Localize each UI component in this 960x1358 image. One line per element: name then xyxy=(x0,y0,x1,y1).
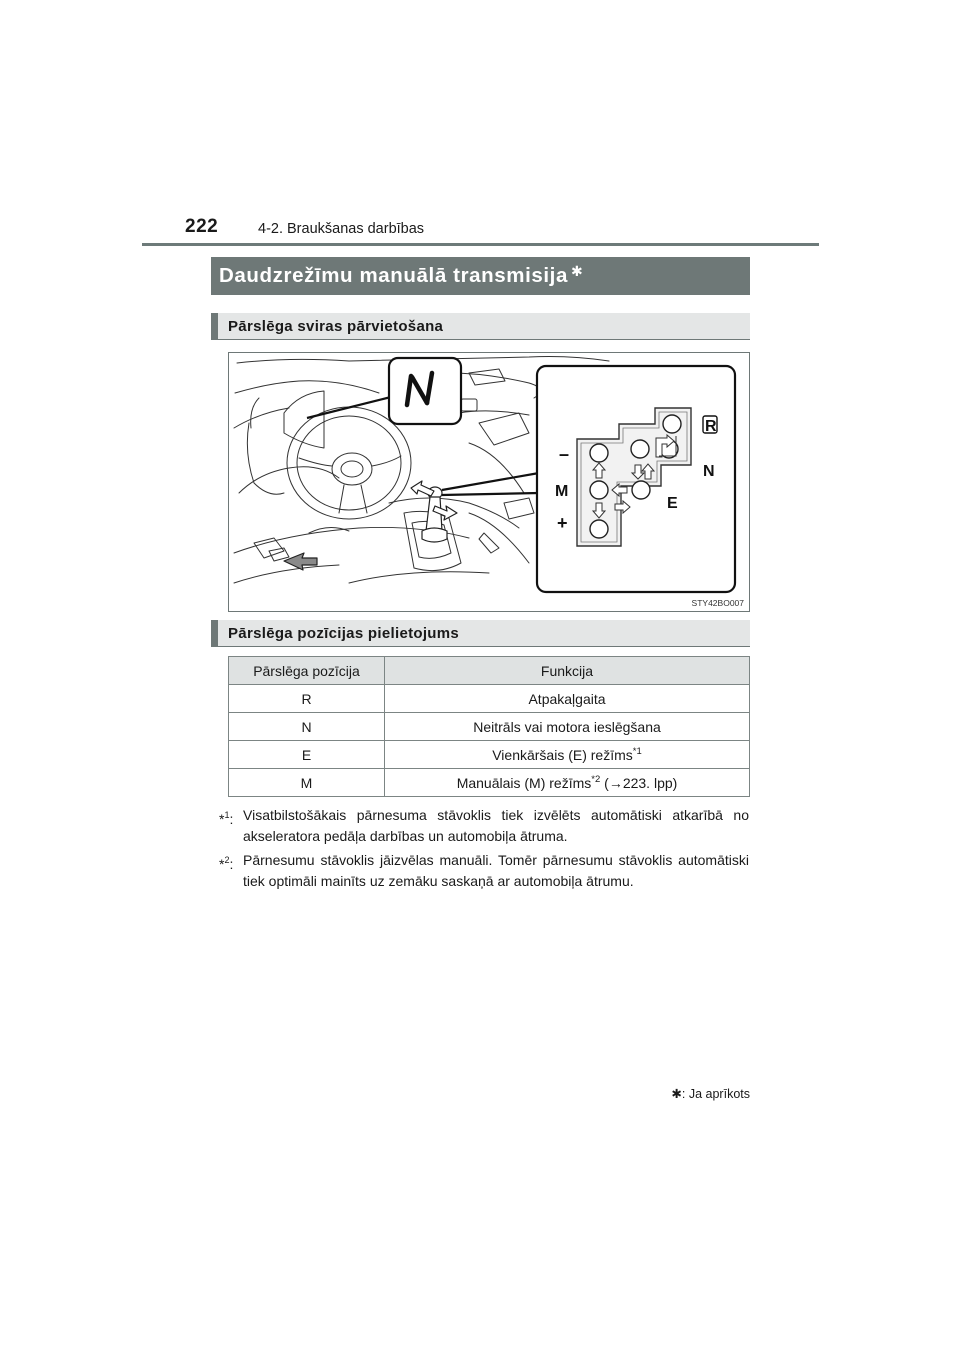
table-header-position: Pārslēga pozīcija xyxy=(229,657,385,685)
position-cell: M xyxy=(229,769,385,797)
note-2 xyxy=(219,850,749,892)
sub-heading-shift-positions: Pārslēga pozīcijas pielietojums xyxy=(211,620,750,647)
function-text: Manuālais (M) režīms xyxy=(456,775,592,791)
table-row xyxy=(229,685,750,713)
shift-lever-figure xyxy=(228,352,750,612)
main-section-banner xyxy=(211,257,750,295)
table-header-row xyxy=(229,657,750,685)
footnote-marker: *2 xyxy=(591,774,601,785)
gate-label-n: N xyxy=(703,463,715,480)
gate-label-e: E xyxy=(667,495,678,512)
note-1 xyxy=(219,805,749,847)
sub-heading-shift-lever: Pārslēga sviras pārvietošana xyxy=(211,313,750,340)
page-reference-link[interactable]: (→223. lpp) xyxy=(600,775,678,791)
footnote-marker: *1 xyxy=(632,746,642,757)
function-cell xyxy=(385,713,750,741)
gate-label-plus: + xyxy=(557,513,568,533)
position-cell: R xyxy=(229,685,385,713)
note-marker: *$^1$: xyxy=(219,810,234,827)
cockpit-illustration xyxy=(229,353,750,612)
position-cell: E xyxy=(229,741,385,769)
gate-label-r: R xyxy=(705,418,717,435)
figure-code: STY42BO007 xyxy=(691,598,744,608)
note-marker: *$^2$: xyxy=(219,855,234,872)
function-cell xyxy=(385,685,750,713)
table-header-function: Funkcija xyxy=(385,657,750,685)
header-rule xyxy=(142,243,819,246)
function-cell xyxy=(385,769,750,797)
function-cell xyxy=(385,741,750,769)
gate-label-minus: – xyxy=(559,444,570,464)
equipment-marker: ✱ xyxy=(570,263,583,279)
function-text: Vienkāršais (E) režīms xyxy=(492,747,633,763)
position-cell: N xyxy=(229,713,385,741)
function-text: Atpakaļgaita xyxy=(528,690,606,707)
function-text: Neitrāls vai motora ieslēgšana xyxy=(473,718,661,735)
table-row xyxy=(229,769,750,797)
note-text: Visatbilstošākais pārnesuma stāvoklis tiek izvēlēts automātiski atkarībā no akseleratora pedāļa darbības un automobiļa ātruma. xyxy=(243,807,749,844)
shift-position-table xyxy=(228,656,750,797)
table-row xyxy=(229,713,750,741)
gate-label-m: M xyxy=(555,483,569,500)
page-number: 222 xyxy=(185,216,219,237)
main-section-title: Daudzrežīmu manuālā transmisija xyxy=(219,264,568,287)
note-text: Pārnesumu stāvoklis jāizvēlas manuāli. Tomēr pārnesumu stāvoklis automātiski tiek optimāli mainīts uz zemāku saskaņā ar automobiļa ātrumu. xyxy=(243,852,749,889)
table-row xyxy=(229,741,750,769)
equipment-footnote: ✱: Ja aprīkots xyxy=(671,1087,750,1101)
section-path: 4-2. Braukšanas darbības xyxy=(258,221,425,237)
